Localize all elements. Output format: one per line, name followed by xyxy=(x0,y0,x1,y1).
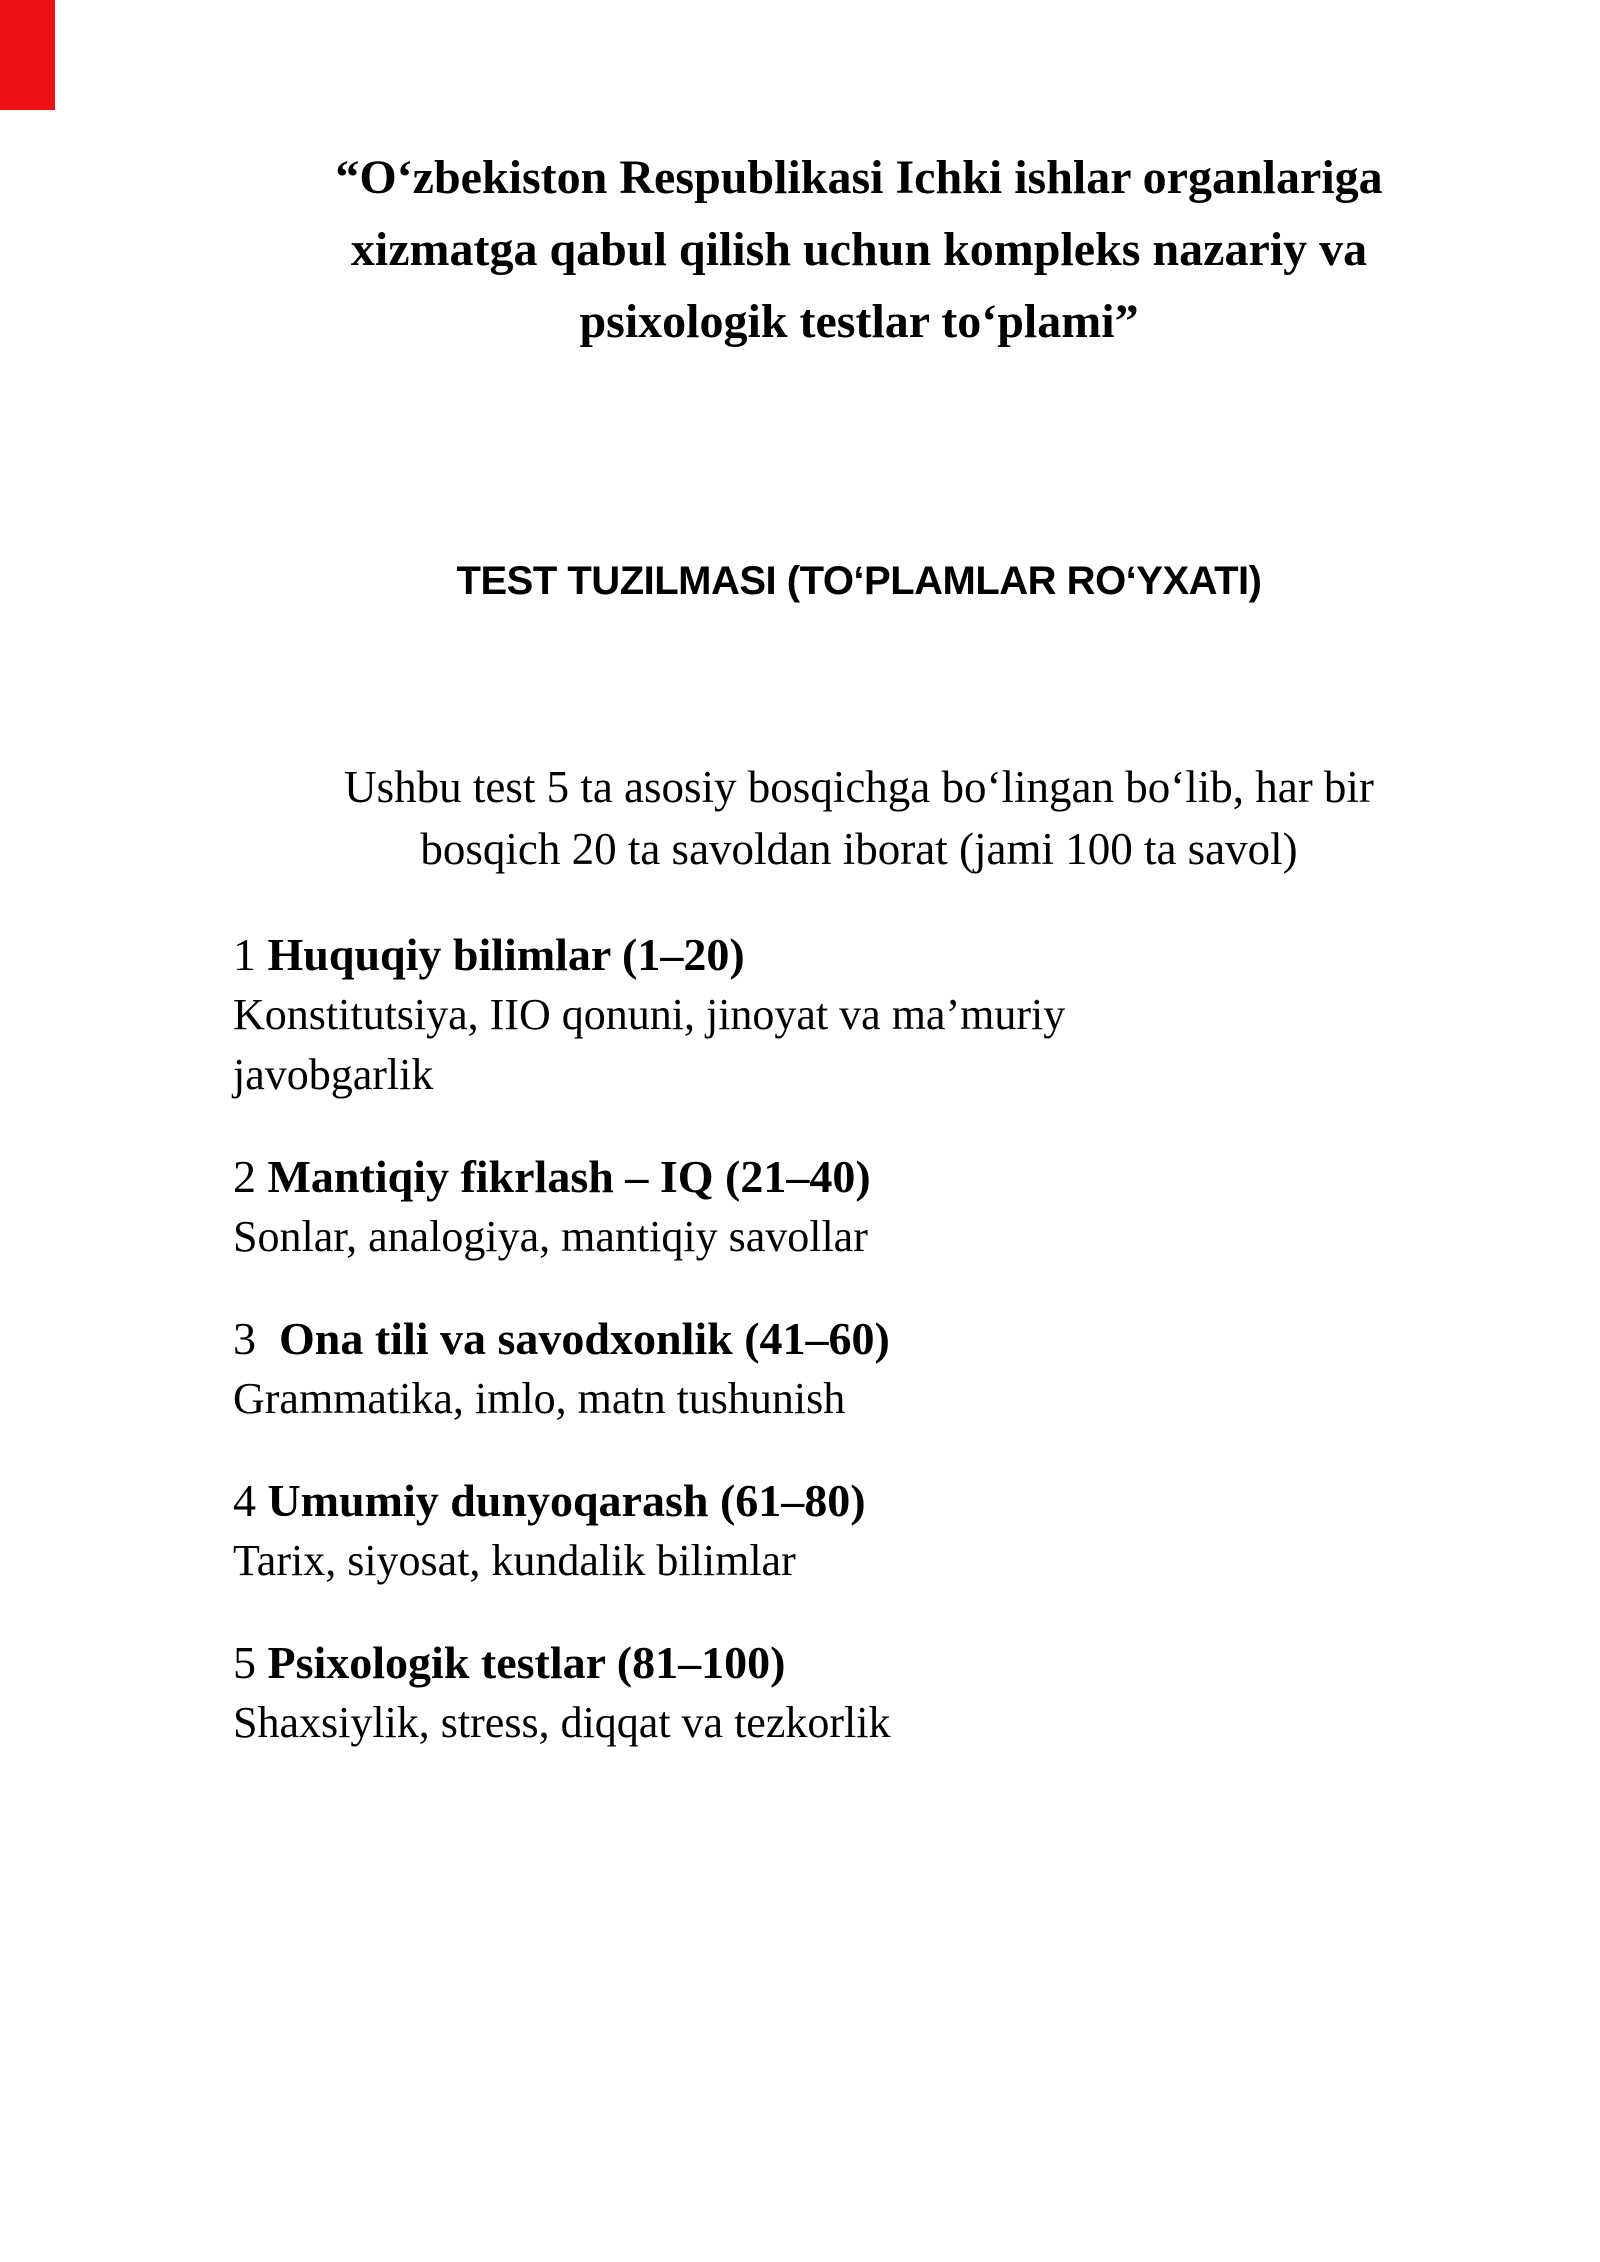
section-item-2-number: 2 xyxy=(233,1151,268,1202)
section-item-4-title xyxy=(233,1471,1485,1531)
document-title-line-2: xizmatga qabul qilish uchun kompleks nazariy va xyxy=(350,223,1368,276)
section-item-5-number: 5 xyxy=(233,1637,268,1688)
section-item-3-name: Ona tili va savodxonlik (41–60) xyxy=(279,1313,890,1364)
section-item-3-desc-line-1: Grammatika, imlo, matn tushunish xyxy=(233,1374,846,1423)
section-item-5 xyxy=(233,1633,1485,1753)
section-list xyxy=(233,925,1485,1753)
section-item-1-title xyxy=(233,925,1485,985)
section-item-5-title xyxy=(233,1633,1485,1693)
section-item-3 xyxy=(233,1309,1485,1429)
section-item-4-number: 4 xyxy=(233,1475,268,1526)
intro-line-2: bosqich 20 ta savoldan iborat (jami 100 ta savol) xyxy=(420,824,1298,874)
section-item-4-name: Umumiy dunyoqarash (61–80) xyxy=(267,1475,866,1526)
section-item-2 xyxy=(233,1147,1485,1267)
section-item-3-title xyxy=(233,1309,1485,1369)
document-content xyxy=(233,0,1485,1795)
section-item-4-desc-line-1: Tarix, siyosat, kundalik bilimlar xyxy=(233,1536,796,1585)
section-item-1 xyxy=(233,925,1485,1105)
section-item-1-name: Huquqiy bilimlar (1–20) xyxy=(267,929,745,980)
section-item-1-number: 1 xyxy=(233,929,268,980)
section-item-2-title xyxy=(233,1147,1485,1207)
document-title-line-1: “O‘zbekiston Respublikasi Ichki ishlar organlariga xyxy=(335,151,1383,204)
section-item-2-name: Mantiqiy fikrlash – IQ (21–40) xyxy=(267,1151,871,1202)
section-item-5-name: Psixologik testlar (81–100) xyxy=(267,1637,786,1688)
red-corner-marker xyxy=(0,0,55,110)
section-item-1-desc-line-2: javobgarlik xyxy=(233,1050,434,1099)
document-title-line-3: psixologik testlar to‘plami” xyxy=(579,295,1139,348)
section-item-4 xyxy=(233,1471,1485,1591)
section-item-1-desc-line-1: Konstitutsiya, IIO qonuni, jinoyat va ma’muriy xyxy=(233,990,1066,1039)
intro-line-1: Ushbu test 5 ta asosiy bosqichga bo‘lingan bo‘lib, har bir xyxy=(344,762,1374,812)
section-item-2-desc-line-1: Sonlar, analogiya, mantiqiy savollar xyxy=(233,1212,868,1261)
section-item-3-number: 3 xyxy=(233,1313,279,1364)
document-title xyxy=(233,142,1485,358)
section-item-5-desc-line-1: Shaxsiylik, stress, diqqat va tezkorlik xyxy=(233,1698,891,1747)
section-heading: TEST TUZILMASI (TO‘PLAMLAR RO‘YXATI) xyxy=(456,559,1262,603)
intro-paragraph xyxy=(233,756,1485,880)
